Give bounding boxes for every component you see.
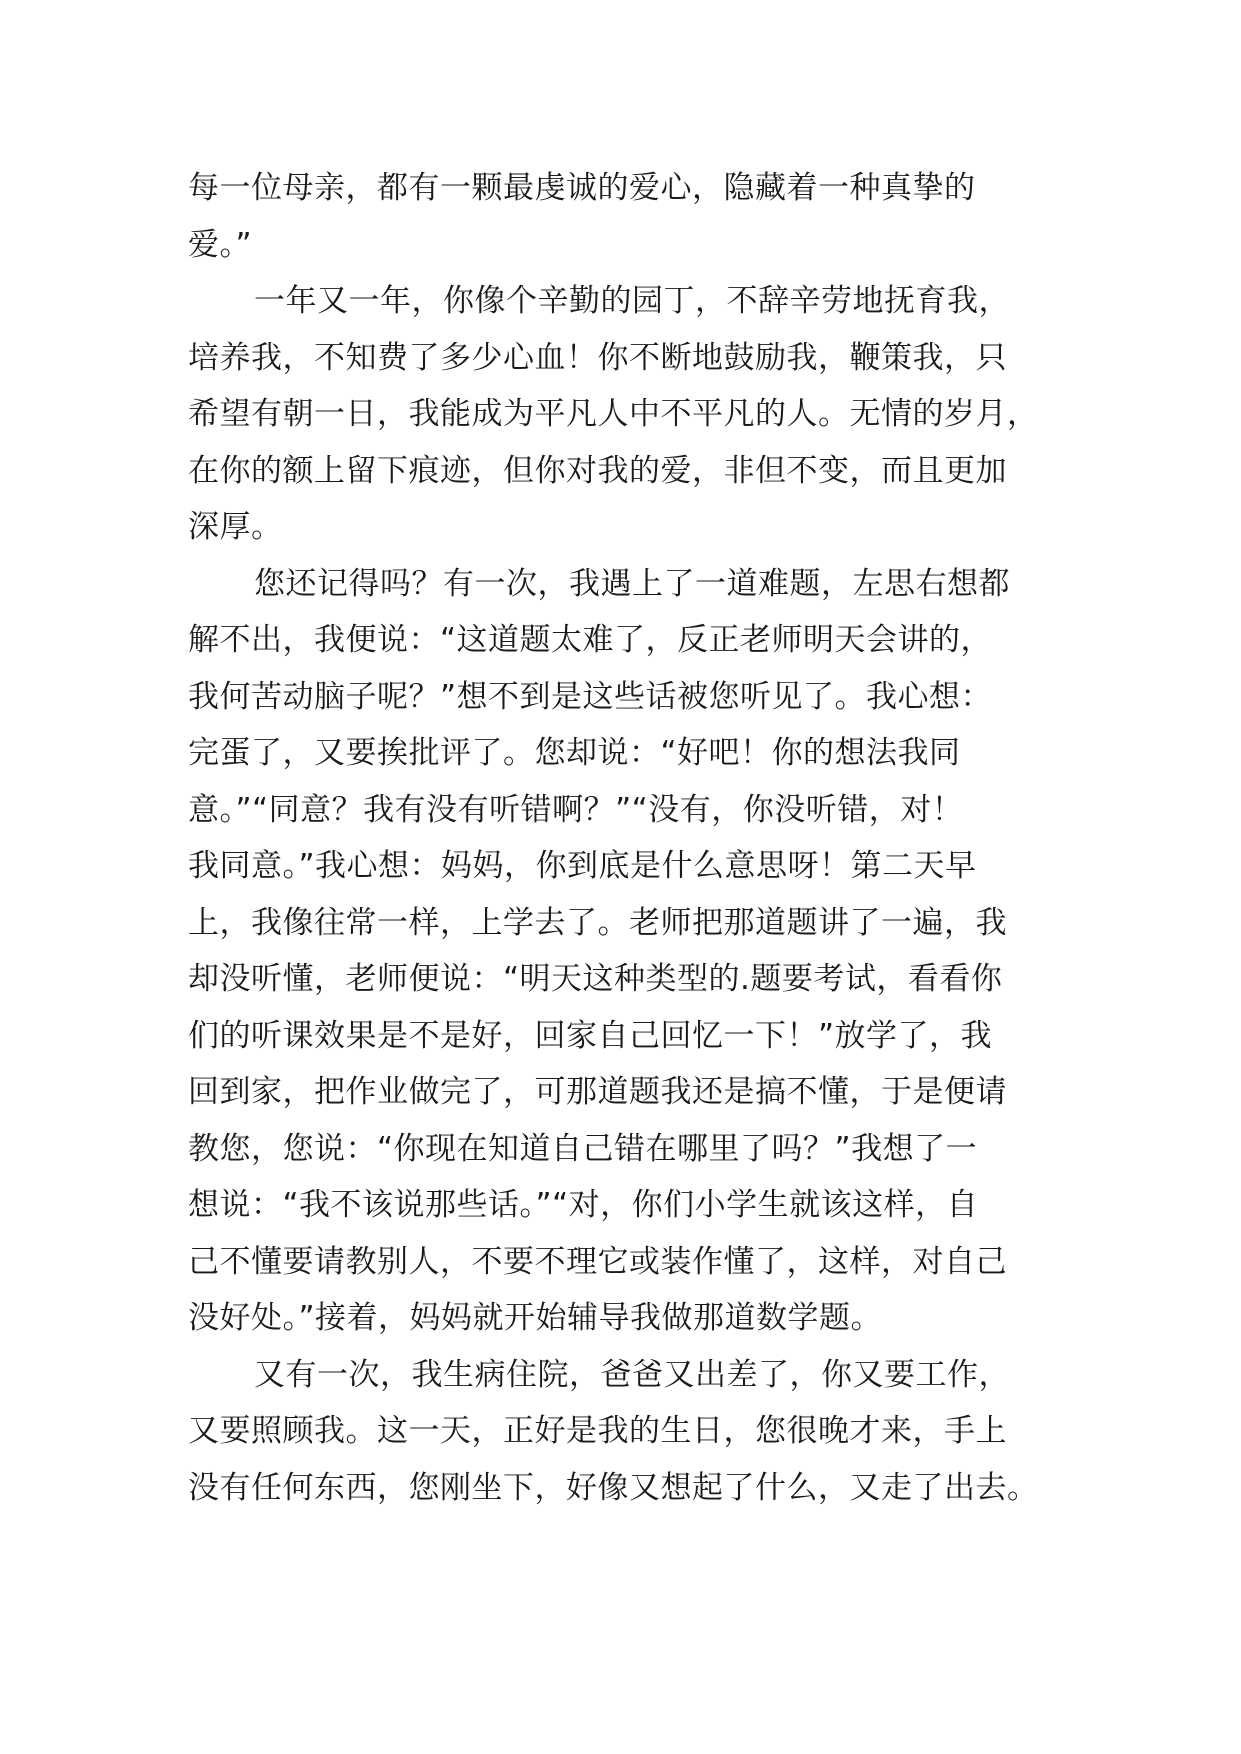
text-line: 己不懂要请教别人，不要不理它或装作懂了，这样，对自己: [188, 1243, 1007, 1280]
paragraph-first-line: 一年又一年，你像个辛勤的园丁，不辞辛劳地抚育我，: [254, 283, 1010, 319]
text-line: 上，我像往常一样，上学去了。老师把那道题讲了一遍，我: [188, 904, 1007, 941]
text-line: 在你的额上留下痕迹，但你对我的爱，非但不变，而且更加: [188, 452, 1007, 489]
paragraph-first-line: 又有一次，我生病住院，爸爸又出差了，你又要工作，: [254, 1356, 1010, 1393]
text-line: 希望有朝一日，我能成为平凡人中不平凡的人。无情的岁月，: [188, 396, 1039, 432]
paragraph-first-line: 您还记得吗？有一次，我遇上了一道难题，左思右想都: [254, 565, 1010, 602]
text-line: 们的听课效果是不是好，回家自己回忆一下！”放学了，我: [188, 1017, 993, 1054]
text-line: 教您，您说：“你现在知道自己错在哪里了吗？”我想了一: [188, 1130, 978, 1167]
text-line: 每一位母亲，都有一颗最虔诚的爱心，隐藏着一种真挚的: [188, 170, 976, 206]
text-line: 解不出，我便说：“这道题太难了，反正老师明天会讲的，: [188, 622, 993, 658]
text-line: 我何苦动脑子呢？”想不到是这些话被您听见了。我心想：: [188, 678, 993, 715]
body-text: [188, 160, 1078, 1516]
text-line: 我同意。”我心想：妈妈，你到底是什么意思呀！第二天早: [188, 848, 977, 884]
text-line: 完蛋了，又要挨批评了。您却说：“好吧！你的想法我同: [188, 735, 961, 771]
text-line: 却没听懂，老师便说：“明天这种类型的.题要考试，看看你: [188, 961, 1003, 997]
text-line: 又要照顾我。这一天，正好是我的生日，您很晚才来，手上: [188, 1413, 1007, 1449]
text-line: 爱。”: [188, 226, 253, 263]
text-line: 意。”“同意？我有没有听错啊？”“没有，你没听错，对！: [188, 791, 964, 828]
text-line: 深厚。: [188, 509, 283, 545]
text-line: 没好处。”接着，妈妈就开始辅导我做那道数学题。: [188, 1300, 883, 1336]
text-line: 回到家，把作业做完了，可那道题我还是搞不懂，于是便请: [188, 1074, 1007, 1110]
text-line: 想说：“我不该说那些话。”“对，你们小学生就该这样，自: [188, 1187, 979, 1223]
text-line: 培养我，不知费了多少心血！你不断地鼓励我，鞭策我，只: [188, 339, 1007, 376]
text-line: 没有任何东西，您刚坐下，好像又想起了什么，又走了出去。: [188, 1469, 1039, 1506]
